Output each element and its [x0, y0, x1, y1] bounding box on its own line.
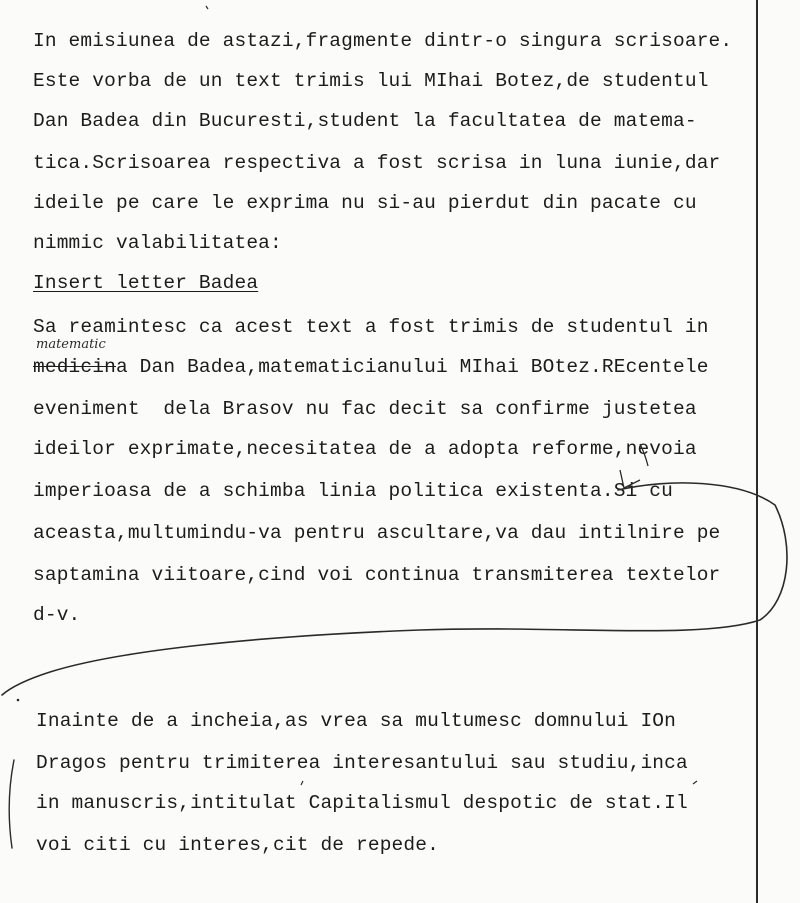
- text-line: Dan Badea din Bucuresti,student la facultatea de matema-: [33, 110, 697, 132]
- text-line: ideilor exprimate,necesitatea de a adopta reforme,nevoia: [33, 438, 697, 460]
- handwritten-correction: matematic: [36, 337, 106, 352]
- pen-tick: [301, 781, 303, 785]
- text-line: imperioasa de a schimba linia politica existenta.Si cu: [33, 480, 674, 502]
- pen-tick: [693, 781, 697, 784]
- text-line: In emisiunea de astazi,fragmente dintr-o singura scrisoare.: [33, 30, 733, 52]
- correction-stroke: [640, 444, 648, 466]
- struck-word: medicin: [33, 356, 116, 378]
- text-line: voi citi cu interes,cit de repede.: [36, 834, 439, 856]
- text-line: nimmic valabilitatea:: [33, 232, 282, 254]
- text-line: in manuscris,intitulat Capitalismul despotic de stat.Il: [36, 792, 688, 814]
- text-line: eveniment dela Brasov nu fac decit sa confirme justetea: [33, 398, 697, 420]
- text-line: Sa reamintesc ca acest text a fost trimis de studentul in: [33, 316, 709, 338]
- insert-heading: Insert letter Badea: [33, 272, 259, 294]
- margin-dot: [17, 699, 20, 702]
- text-line: aceasta,multumindu-va pentru ascultare,va dau intilnire pe: [33, 522, 721, 544]
- text-line: ideile pe care le exprima nu si-au pierdut din pacate cu: [33, 192, 697, 214]
- text-line: Dragos pentru trimiterea interesantului sau studiu,inca: [36, 752, 688, 774]
- text-line: saptamina viitoare,cind voi continua transmiterea textelor: [33, 564, 721, 586]
- text-line-rest: a Dan Badea,matematicianului MIhai BOtez.REcentele: [115, 356, 709, 378]
- margin-bracket: [9, 760, 14, 848]
- text-line: Inainte de a incheia,as vrea sa multumesc domnului IOn: [36, 710, 677, 732]
- text-line: d-v.: [33, 604, 81, 626]
- bracket-curve: [2, 483, 787, 695]
- pen-tick: [206, 6, 208, 9]
- text-line: tica.Scrisoarea respectiva a fost scrisa in luna iunie,dar: [33, 152, 721, 174]
- text-line: Este vorba de un text trimis lui MIhai Botez,de studentul: [33, 70, 709, 92]
- insertion-mark: [620, 470, 640, 488]
